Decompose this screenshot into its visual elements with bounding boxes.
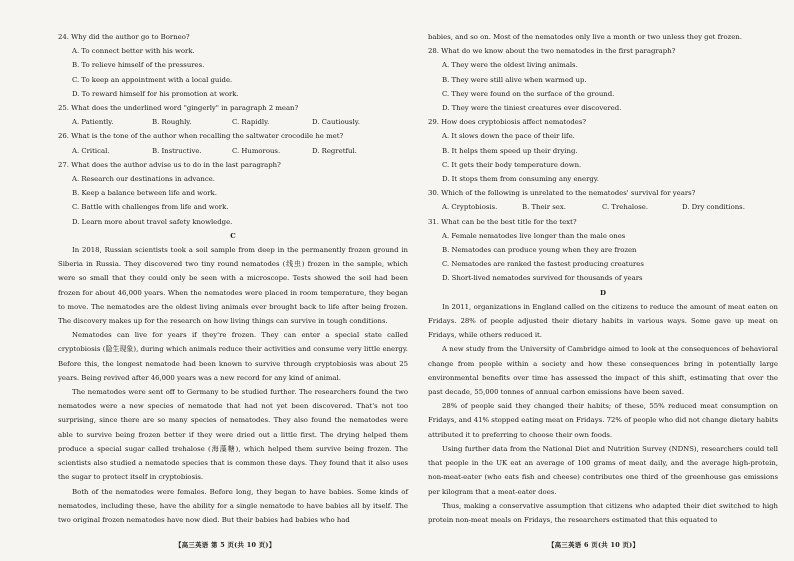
q29-option-c: C. It gets their body temperature down. <box>442 160 582 169</box>
q29-option-b: B. It helps them speed up their drying. <box>442 146 578 155</box>
q26-option-d: D. Regretful. <box>312 146 357 155</box>
q31-option-d: D. Short-lived nematodes survived for thousands of years <box>442 274 643 283</box>
passage-c-paragraph-2: Nematodes can live for years if they're frozen. They can enter a special state called cryptobiosis (隐生现象), during which animals reduce their activities and consume very little energy. Before this, the longest nematode had been known to survive through cryptobiosis was about 25 years. Being revived after 46,000 years was a new record for any kind of animal. <box>58 331 408 382</box>
passage-d <box>428 300 778 527</box>
q28-option-b: B. They were still alive when warmed up. <box>442 75 587 84</box>
passage-d-paragraph-4: Using further data from the National Diet and Nutrition Survey (NDNS), researchers could tell that people in the UK eat an average of 100 grams of meat daily, and the average high-protein, non-meat-eater (who eats fish and cheese) contributes one third of the greenhouse gas emissions per kilogram that a meat-eater does. <box>428 444 778 496</box>
q27-option-d: D. Learn more about travel safety knowledge. <box>72 217 233 226</box>
q24-option-c: C. To keep an appointment with a local guide. <box>72 75 233 84</box>
q24-option-a: A. To connect better with his work. <box>72 47 195 56</box>
q30-options <box>428 200 778 214</box>
q27-option-b: B. Keep a balance between life and work. <box>72 189 217 198</box>
question-25-stem: 25. What does the underlined word "gingerly" in paragraph 2 mean? <box>58 104 299 113</box>
q25-option-b: B. Roughly. <box>152 118 192 127</box>
q26-options <box>58 144 408 158</box>
passage-c-paragraph-3: The nematodes were sent off to Germany to be studied further. The researchers found the two nematodes were a new species of nematode that had not yet been discovered. That's not too surprising, since there are so many species of nematodes. They also found the nematodes were able to survive being frozen better if they were dried out a little first. The drying helped them produce a special sugar called trehalose (海藻糖), which helped them survive being frozen. The scientists also studied a nematode species that is common these days. They found that it also uses the sugar to protect itself in cryptobiosis. <box>58 388 408 482</box>
passage-c-continuation: babies, and so on. Most of the nematodes only live a month or two unless they get frozen. <box>428 33 742 41</box>
q26-option-b: B. Instructive. <box>152 146 202 155</box>
question-24-stem: 24. Why did the author go to Borneo? <box>58 33 190 41</box>
left-column <box>58 30 408 527</box>
q28-option-c: C. They were found on the surface of the ground. <box>442 89 615 98</box>
q31-option-a: A. Female nematodes live longer than the male ones <box>442 231 626 240</box>
passage-d-paragraph-3: 28% of people said they changed their habits; of these, 55% reduced meat consumption on Fridays, and 41% stopped eating meat on Fridays. 72% of people who did not change dietary habits attributed it to preferring to choose their own foods. <box>428 402 778 439</box>
q30-option-a: A. Cryptobiosis. <box>442 203 498 212</box>
right-column <box>428 30 778 527</box>
passage-d-paragraph-1: In 2011, organizations in England called on the citizens to reduce the amount of meat eaten on Fridays. 28% of people adjusted their dietary habits in various ways. Some gave up meat on Fridays, while others reduced it. <box>428 302 778 340</box>
passage-c-paragraph-1: In 2018, Russian scientists took a soil sample from deep in the permanently frozen ground in Siberia in Russia. They discovered two tiny round nematodes (线虫) frozen in the sample, which were so small that they could only be seen with a microscope. Tests showed the soil had been frozen for about 46,000 years. When the nematodes were placed in room temperature, they began to move. The nematodes are the oldest living animals ever brought back to life after being frozen. The discovery makes up for the research on how living things can survive in tough conditions. <box>58 246 408 326</box>
q31-option-c: C. Nematodes are ranked the fastest producing creatures <box>442 260 644 269</box>
q25-options <box>58 115 408 129</box>
q30-option-d: D. Dry conditions. <box>682 203 745 212</box>
passage-c-paragraph-4: Both of the nematodes were females. Before long, they began to have babies. Some kinds of nematodes, including these, have the ability for a single nematode to have babies all by itself. The two original frozen nematodes have now died. But their babies had babies who had <box>58 487 408 524</box>
page-footer-right: 【高三英语 6 页(共 10 页)】 <box>548 541 640 549</box>
q27-option-c: C. Battle with challenges from life and work. <box>72 203 229 212</box>
section-c-heading: C <box>230 231 236 240</box>
q31-option-b: B. Nematodes can produce young when they are frozen <box>442 246 637 255</box>
question-27-stem: 27. What does the author advise us to do in the last paragraph? <box>58 160 281 169</box>
q25-option-c: C. Rapidly. <box>232 118 270 127</box>
passage-d-paragraph-2: A new study from the University of Cambridge aimed to look at the consequences of behavioral change from people within a society and how these consequences bring in potentially large environmental benefits over time has assessed the impact of this shift, estimating that over the past decade, 55,000 tonnes of annual carbon emissions have been saved. <box>428 345 778 397</box>
passage-c-continued <box>428 30 778 44</box>
passage-d-paragraph-5: Thus, making a conservative assumption that citizens who adapted their diet switched to high protein non-meat meals on Fridays, the researchers estimated that this equated to <box>428 501 778 524</box>
question-28-stem: 28. What do we know about the two nematodes in the first paragraph? <box>428 47 676 56</box>
q24-option-d: D. To reward himself for his promotion at work. <box>72 89 239 98</box>
passage-c <box>58 243 408 527</box>
question-31-stem: 31. What can be the best title for the text? <box>428 217 577 226</box>
q27-option-a: A. Research our destinations in advance. <box>72 175 215 184</box>
q29-option-d: D. It stops them from consuming any energy. <box>442 175 599 184</box>
q28-option-d: D. They were the tiniest creatures ever discovered. <box>442 104 622 113</box>
question-30-stem: 30. Which of the following is unrelated to the nematodes' survival for years? <box>428 189 696 198</box>
section-d-heading: D <box>600 288 606 297</box>
page-footer-left: 【高三英语 第 5 页(共 10 页)】 <box>175 541 276 549</box>
q25-option-d: D. Cautiously. <box>312 118 360 127</box>
q25-option-a: A. Patiently. <box>72 118 114 127</box>
q29-option-a: A. It slows down the pace of their life. <box>442 132 575 141</box>
q30-option-c: C. Trehalose. <box>602 203 649 212</box>
question-26-stem: 26. What is the tone of the author when recalling the saltwater crocodile he met? <box>58 132 344 141</box>
q26-option-a: A. Critical. <box>72 146 110 155</box>
question-29-stem: 29. How does cryptobiosis affect nematodes? <box>428 118 587 127</box>
q28-option-a: A. They were the oldest living animals. <box>442 61 578 70</box>
q26-option-c: C. Humorous. <box>232 146 281 155</box>
q30-option-b: B. Their sex. <box>522 203 566 212</box>
q24-option-b: B. To relieve himself of the pressures. <box>72 61 205 70</box>
